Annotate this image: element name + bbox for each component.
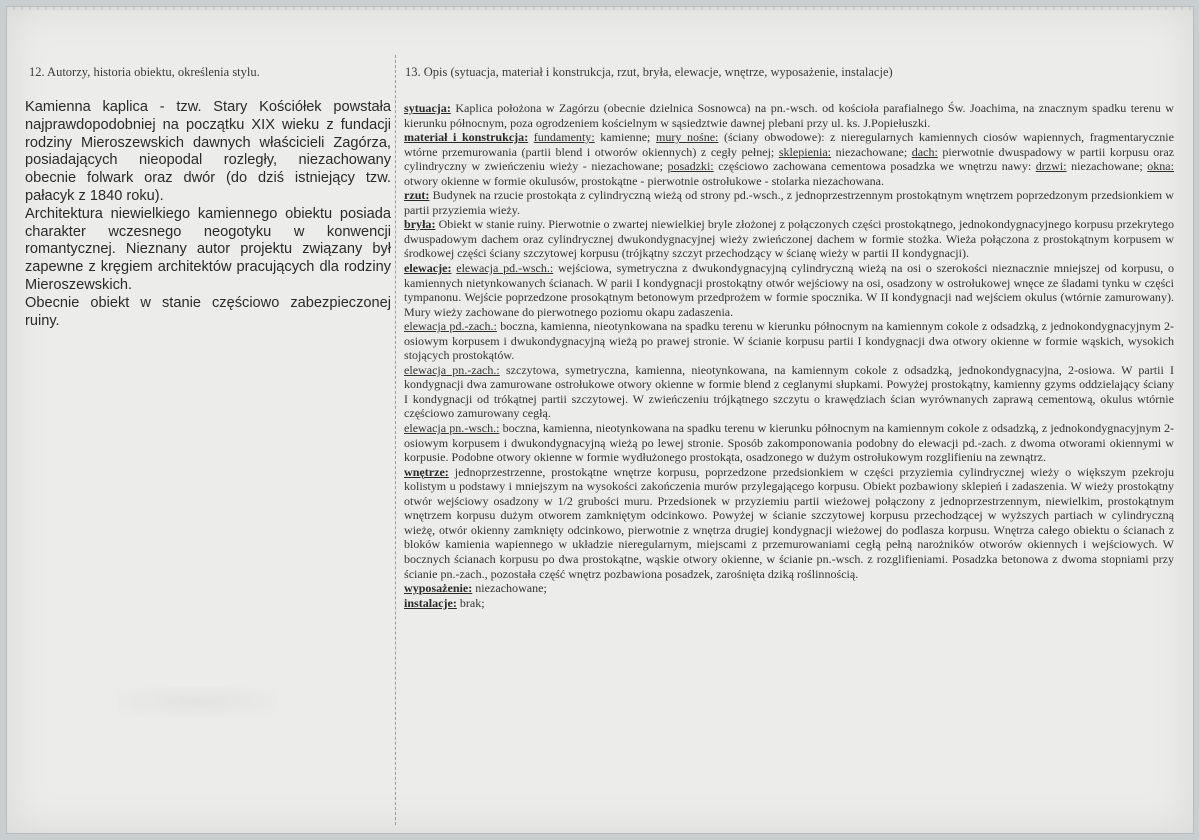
rzut-text: Budynek na rzucie prostokąta z cylindryczną wieżą od strony pd.-wsch., z jednoprzestrzennym prostokątnym wnętrzem poprzedzonym przedsionkiem w partii przyziemia wieży. — [404, 188, 1174, 217]
instalacje-entry — [404, 596, 1174, 611]
rzut-label: rzut: — [404, 188, 430, 203]
section-13-heading: 13. Opis (sytuacja, materiał i konstrukcja, rzut, bryła, elewacje, wnętrze, wyposażenie, instalacje) — [405, 65, 893, 79]
material-entry — [404, 130, 1174, 188]
elewacja-pn-zach-label: elewacja pn.-zach.: — [404, 362, 500, 377]
bryla-text: Obiekt w stanie ruiny. Pierwotnie o zwartej niewielkiej bryle złożonej z połączonych części prostokątnego, jednokondygnacyjnego korpusu przekrytego dwuspadowym dachem oraz cylindrycznej dwukondygnacyjnej wieży zwieńczonej dachem w formie stożka. Wieża połączona z prostokątnym korpusem w środkowej części ściany szczytowej korpusu (trójkątny szczyt przechodzący w ścianę wieży w partii II kondygnacji). — [404, 217, 1174, 261]
dach-label: dach: — [911, 144, 938, 159]
mury-text: (ściany obwodowe): z nieregularnych kamiennych ciosów wapiennych, fragmentarycznie wtórne przemurowania (partii blend i otworów okiennych) z cegły pełnej; — [404, 130, 1174, 159]
elewacja-pd-zach-entry — [404, 319, 1174, 363]
wyposazenie-label: wyposażenie: — [404, 581, 473, 596]
instalacje-text: brak; — [456, 595, 485, 610]
drzwi-text: niezachowane; — [1066, 159, 1148, 174]
elewacja-pn-zach-text: szczytowa, symetryczna, kamienna, nieotynkowana, na kamiennym cokole z odsadzką, jednokondygnacyjna, 2-osiowa. W partii I kondygnacji dwa zamurowane ostrołukowe otwory okienne w formie blend z ceglanymi słupkami. Powyżej prostokątny, kamienny gzyms oddzielający ściany I kondygnacji od trókątnej partii szczytowej. W zwieńczeniu trójkątnego szczytu o krawędziach ścian wyrównanych zaprawą cementową, okulus wtórnie częściowo zamurowany cegłą. — [404, 362, 1174, 421]
elewacja-pd-wsch-text: wejściowa, symetryczna z dwukondygnacyjną cylindryczną wieżą na osi o szerokości nieznacznie mniejszej od korpusu, o kamiennych nietynkowanych ścianach. W parii I kondygnacji prostokątny otwór wejściowy na osi, osadzony w ostrołukowej wnęce ze śladami tynku w części tympanonu. Wejście poprzedzone prosokątnym betonowym przedprożem w formie spocznika. W II kondygnacji nad wejściem okulus (wtórnie zamurowany). Mury wieży zachowane do pierwotnego poziomu okapu zadaszenia. — [404, 261, 1175, 319]
wnetrze-entry — [404, 465, 1174, 581]
elewacja-pd-wsch-entry — [404, 261, 1174, 319]
sklepienia-text: niezachowane; — [831, 144, 912, 159]
sytuacja-text: Kaplica położona w Zagórzu (obecnie dzielnica Sosnowca) na pn.-wsch. od kościoła parafialnego Św. Joachima, na znacznym spadku terenu w kierunku północnym, poza ogrodzeniem kościelnym w sąsiedztwie dawnej plebani przy ul. ks. J.Popiełuszki. — [404, 101, 1174, 130]
sytuacja-label: sytuacja: — [404, 101, 451, 115]
sklepienia-label: sklepienia: — [778, 144, 832, 159]
elewacja-pn-wsch-text: boczna, kamienna, nieotynkowana na spadku terenu w kierunku północnym na kamiennym cokole z odsadzką, z jednokondygnacyjnym 2-osiowym korpusem i dwukondygnacyjną wieżą po lewej stronie. Sposób zakomponowania podobny do elewacji pd.-zach. z dwoma otworami okiennymi w korpusie. Podobne otwory okienne w formie wydłużonego prostokąta, osadzonego w dużym ostrołukowym rozglifieniu na zewnątrz. — [404, 421, 1174, 465]
column-divider — [395, 55, 396, 825]
sytuacja-entry — [404, 101, 1174, 130]
history-paragraph-2: Architektura niewielkiego kamiennego obiektu posiada charakter wczesnego neogotyku w konwencji romantycznej. Nieznany autor projektu związany był zapewne z kręgiem architektów pracujących dla rodziny Mieroszewskich. — [25, 205, 391, 293]
wnetrze-text: jednoprzestrzenne, prostokątne wnętrze korpusu, poprzedzone przedsionkiem w części przyziemia cylindrycznej wieży o większym pzekroju kolistym u podstawy i mniejszym na wysokości zakończenia murów przylegającego korpusu. Obiekt pozbawiony sklepień i zadaszenia. W wieży prostokątny otwór wejściowy osadzony w 1/2 grubości muru. Przedsionek w przyziemiu partii wieżowej połączony z jednoprzestrzennym, niewielkim, prostokątnym wnętrzem korpusu dużym otworem zamkniętym odcinkowo. Powyżej w ścianie szczytowej korpusu przechodzącej w wyższych partiach w cylindryczną wieżę, otwór okienny zamknięty odcinkowo, pierwotnie z wnętrza drugiej kondygnacji wieżowej do podlasza korpusu. Wnętrza całego obiektu o ścianach z bloków kamienia wapiennego w układzie nieregularnym, miejscami z przemurowaniami cegłą pełną narożników otworów okiennych i wejściowych. W bocznych ścianach korpusu po dwa prostokątne, wąskie otwory okienne, w ścianie pn.-wsch. z rozglifieniami. Posadzka betonowa z dwoma stopniami przy ścianie pn.-zach., pozostała część wnętrz pozbawiona posadzek, zarośnięta dziką roślinnością. — [404, 464, 1174, 581]
history-paragraph-1: Kamienna kaplica - tzw. Stary Kościółek powstała najprawdopodobniej na początku XIX wieku z fundacji rodziny Mieroszewskich dawnych właścicieli Zagórza, posiadających nieopodal rozległy, niezachowany obecnie folwark oraz dwór (do dziś istniejący tzw. pałacyk z 1840 roku). — [25, 99, 391, 204]
section-12-heading: 12. Autorzy, historia obiektu, określenia stylu. — [29, 65, 260, 79]
dach-text: pierwotnie dwuspadowy w partii korpusu oraz cylindryczny w zwieńczeniu wieży - niezachowane; — [404, 144, 1175, 174]
elewacja-pd-zach-text: boczna, kamienna, nieotynkowana na spadku terenu w kierunku północnym na kamiennym cokole z odsadzką, z jednokondygnacyjnym 2-osiowym korpusem i dwukondygnacyjną wieżą po prawej stronie. W ścianie korpusu partii I kondygnacji dwa otwory okienne w formie wąskich, wysokich stojących prostokątów. — [404, 319, 1175, 363]
perforated-edge — [7, 7, 1193, 10]
elewacje-label: elewacje: — [404, 261, 452, 276]
okna-label: okna: — [1147, 159, 1174, 174]
document-sheet — [6, 6, 1194, 834]
paper-smudge — [117, 687, 277, 717]
wyposazenie-entry — [404, 581, 1174, 596]
wyposazenie-text: niezachowane; — [472, 581, 547, 596]
okna-text: otwory okienne w formie okulusów, prostokątne - pierwotnie ostrołukowe - stolarka niezachowana. — [404, 173, 884, 188]
rzut-entry — [404, 188, 1174, 217]
bryla-entry — [404, 217, 1174, 261]
instalacje-label: instalacje: — [404, 595, 457, 610]
elewacja-pd-zach-label: elewacja pd.-zach.: — [404, 319, 497, 334]
wnetrze-label: wnętrze: — [404, 464, 449, 479]
elewacja-pn-zach-entry — [404, 363, 1174, 421]
posadzki-label: posadzki: — [667, 159, 714, 174]
fundamenty-label: fundamenty: — [533, 130, 595, 145]
material-label: materiał i konstrukcja: — [404, 130, 529, 145]
bryla-label: bryła: — [404, 217, 436, 232]
elewacja-pn-wsch-entry — [404, 421, 1174, 465]
drzwi-label: drzwi: — [1035, 159, 1067, 174]
posadzki-text: częściowo zachowana cementowa posadzka we wnętrzu nawy: — [713, 159, 1036, 174]
elewacja-pn-wsch-label: elewacja pn.-wsch.: — [404, 421, 500, 436]
mury-label: mury nośne: — [655, 130, 719, 145]
history-paragraph-3: Obecnie obiekt w stanie częściowo zabezpieczonej ruiny. — [25, 294, 391, 329]
section-13-body — [404, 101, 1174, 610]
fundamenty-text: kamienne; — [594, 130, 656, 145]
section-12-body — [25, 99, 391, 330]
elewacja-pd-wsch-label: elewacja pd.-wsch.: — [456, 261, 554, 276]
